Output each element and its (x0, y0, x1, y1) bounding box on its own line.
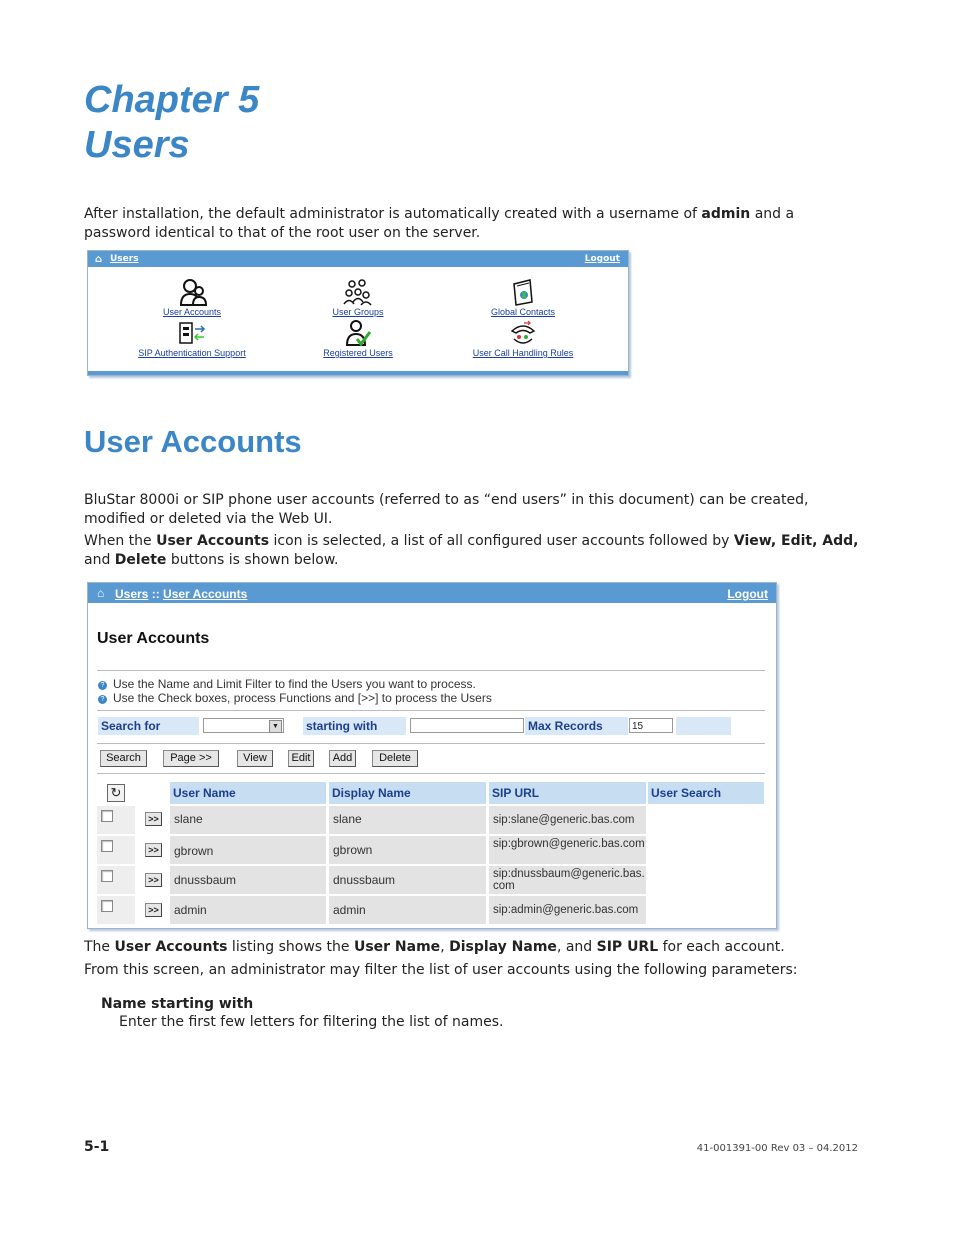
cell-sip-url: sip:gbrown@generic.bas.com (489, 836, 646, 864)
users-panel-titlebar (88, 251, 628, 267)
users-breadcrumb[interactable]: Users (115, 587, 149, 601)
home-icon[interactable]: ⌂ (97, 586, 105, 600)
column-header-display-name[interactable]: Display Name (329, 782, 486, 804)
user-accounts-icon[interactable] (179, 278, 209, 306)
column-header-sip-url[interactable]: SIP URL (489, 782, 646, 804)
intro-paragraph: After installation, the default administrator is automatically created with a username of admin and a password identical to that of the root user on the server. (84, 206, 795, 241)
divider (97, 743, 765, 744)
search-for-select[interactable] (203, 718, 284, 733)
divider (97, 773, 765, 774)
cell-display-name: dnussbaum (329, 866, 486, 894)
paragraph-1: BluStar 8000i or SIP phone user accounts (referred to as “end users” in this document) can be created, modified or deleted via the Web UI. (84, 492, 809, 527)
users-link[interactable]: Users (110, 254, 139, 264)
cell-user-name: gbrown (170, 836, 326, 864)
cell-display-name: admin (329, 896, 486, 924)
document-id: 41-001391-00 Rev 03 – 04.2012 (696, 1143, 858, 1154)
row-open-button[interactable]: >> (145, 873, 162, 887)
call-handling-link[interactable]: User Call Handling Rules (472, 348, 574, 358)
user-accounts-link[interactable]: User Accounts (162, 307, 222, 317)
user-accounts-screen (87, 582, 777, 929)
row-checkbox[interactable] (101, 840, 113, 852)
row-checkbox[interactable] (101, 810, 113, 822)
cell-sip-url: sip:admin@generic.bas.com (489, 896, 646, 924)
help-icon: ? (98, 681, 107, 690)
search-button[interactable]: Search (100, 750, 147, 767)
row-checkbox[interactable] (101, 900, 113, 912)
logout-link[interactable]: Logout (584, 254, 620, 264)
help-icon: ? (98, 695, 107, 704)
registered-users-icon[interactable] (343, 319, 373, 347)
sip-authentication-link[interactable]: SIP Authentication Support (138, 348, 246, 358)
row-open-button[interactable]: >> (145, 812, 162, 826)
divider (97, 670, 765, 671)
cell-display-name: gbrown (329, 836, 486, 864)
users-panel (87, 250, 629, 376)
chapter-number: Chapter 5 (84, 79, 260, 121)
section-title: User Accounts (84, 424, 302, 459)
view-button[interactable]: View (237, 750, 273, 767)
starting-with-label: starting with (303, 717, 406, 735)
users-panel-footer-bar (88, 371, 628, 375)
cell-sip-url: sip:dnussbaum@generic.bas.com (489, 866, 646, 894)
refresh-icon[interactable]: ↻ (107, 784, 125, 802)
page-heading: User Accounts (97, 630, 210, 647)
global-contacts-link[interactable]: Global Contacts (490, 307, 556, 317)
global-contacts-icon[interactable] (508, 278, 538, 306)
breadcrumb-separator: :: (148, 587, 164, 601)
parameter-title: Name starting with (101, 996, 254, 1012)
max-records-label: Max Records (525, 717, 628, 735)
add-button[interactable]: Add (329, 750, 356, 767)
cell-user-name: admin (170, 896, 326, 924)
divider (97, 710, 765, 711)
row-open-button[interactable]: >> (145, 903, 162, 917)
max-records-input[interactable]: 15 (629, 718, 673, 733)
user-groups-icon[interactable] (343, 278, 373, 306)
page-next-button[interactable]: Page >> (163, 750, 219, 767)
cell-display-name: slane (329, 806, 486, 834)
info-line-1: ? Use the Name and Limit Filter to find the Users you want to process. (98, 677, 476, 691)
sip-authentication-icon[interactable] (177, 321, 207, 349)
accounts-titlebar (88, 583, 776, 603)
home-icon[interactable]: ⌂ (95, 254, 103, 265)
row-checkbox[interactable] (101, 870, 113, 882)
paragraph-4: From this screen, an administrator may filter the list of user accounts using the following parameters: (84, 962, 798, 978)
column-header-user-name[interactable]: User Name (170, 782, 326, 804)
registered-users-link[interactable]: Registered Users (323, 348, 393, 358)
paragraph-3: The User Accounts listing shows the User Name, Display Name, and SIP URL for each account. (84, 939, 785, 955)
chevron-down-icon[interactable]: ▼ (269, 720, 282, 733)
chapter-title (84, 78, 259, 168)
paragraph-2: When the User Accounts icon is selected, a list of all configured user accounts followed by View, Edit, Add, and Delete buttons is shown below. (84, 533, 859, 568)
edit-button[interactable]: Edit (288, 750, 314, 767)
cell-user-name: dnussbaum (170, 866, 326, 894)
call-handling-icon[interactable] (508, 319, 538, 347)
parameter-description: Enter the first few letters for filtering the list of names. (119, 1014, 504, 1030)
column-header-user-search[interactable]: User Search (648, 782, 764, 804)
page-number: 5-1 (84, 1139, 110, 1155)
user-groups-link[interactable]: User Groups (332, 307, 384, 317)
starting-with-input[interactable] (410, 718, 524, 733)
row-open-button[interactable]: >> (145, 843, 162, 857)
delete-button[interactable]: Delete (372, 750, 418, 767)
search-row-filler (676, 717, 731, 735)
logout-link[interactable]: Logout (727, 587, 768, 601)
info-line-2: ? Use the Check boxes, process Functions and [>>] to process the Users (98, 691, 492, 705)
user-accounts-breadcrumb[interactable]: User Accounts (163, 587, 248, 601)
search-for-label: Search for (98, 717, 199, 735)
chapter-name: Users (84, 124, 190, 166)
cell-sip-url: sip:slane@generic.bas.com (489, 806, 646, 834)
cell-user-name: slane (170, 806, 326, 834)
